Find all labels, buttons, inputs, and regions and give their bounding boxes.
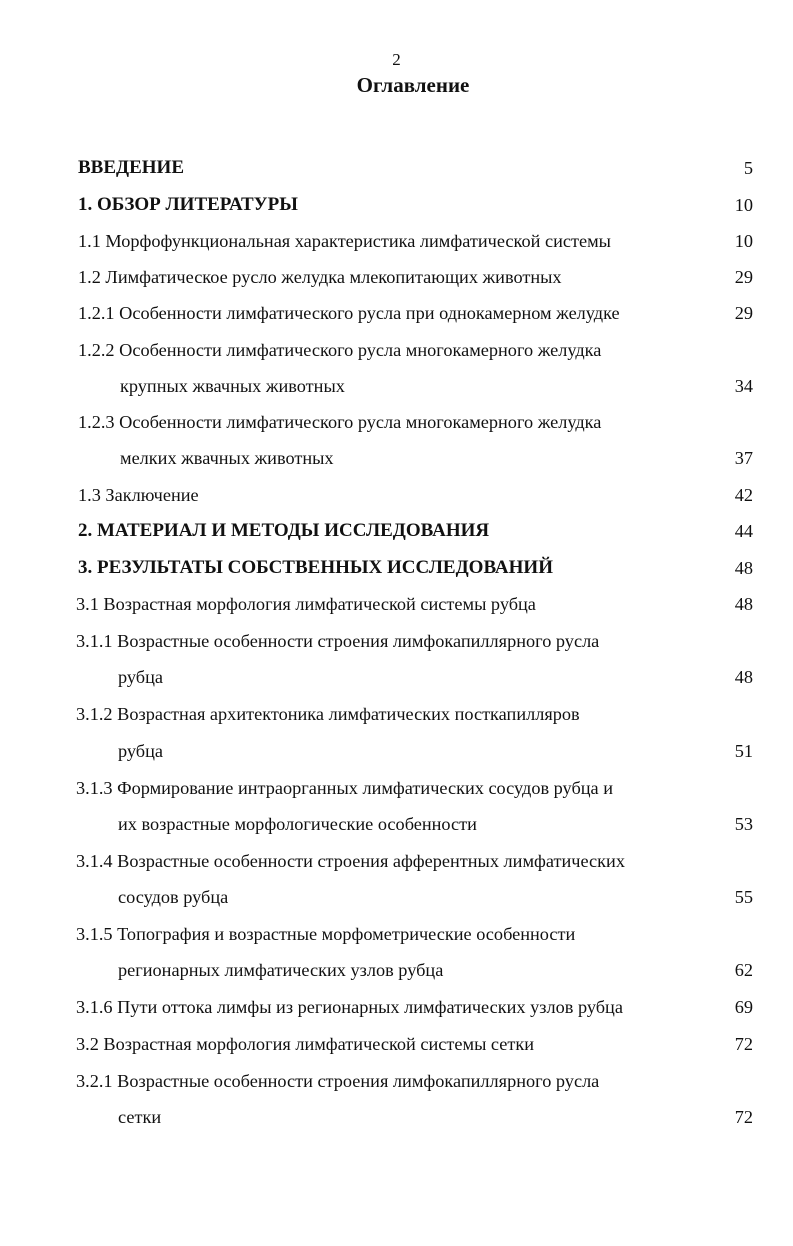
toc-entry-introduction: ВВЕДЕНИЕ	[78, 157, 184, 178]
toc-entry-1-2-2: 1.2.2 Особенности лимфатического русла многокамерного желудка	[78, 340, 602, 360]
toc-page-number: 10	[734, 231, 753, 251]
toc-entry-1-2-3: 1.2.3 Особенности лимфатического русла многокамерного желудка	[78, 412, 602, 432]
toc-page-number: 29	[734, 303, 753, 323]
toc-page-number: 48	[734, 558, 753, 578]
toc-entry-3-2-1-cont: сетки	[118, 1107, 162, 1127]
toc-page-number: 37	[734, 448, 753, 468]
toc-page-number: 5	[743, 158, 753, 178]
toc-page-number: 42	[734, 485, 753, 505]
toc-entry-literature-review: 1. ОБЗОР ЛИТЕРАТУРЫ	[78, 194, 298, 215]
toc-entry-3-1-1: 3.1.1 Возрастные особенности строения лимфокапиллярного русла	[76, 631, 600, 651]
toc-entry-1-2-2-cont: крупных жвачных животных	[120, 376, 345, 396]
toc-entry-3-2-1: 3.2.1 Возрастные особенности строения лимфокапиллярного русла	[76, 1071, 600, 1091]
toc-entry-3-1-5: 3.1.5 Топография и возрастные морфометрические особенности	[76, 924, 576, 944]
toc-entry-3-1-2-cont: рубца	[118, 741, 163, 761]
toc-entry-1-2-3-cont: мелких жвачных животных	[120, 448, 334, 468]
toc-title: Оглавление	[356, 73, 470, 97]
toc-entry-3-1-4: 3.1.4 Возрастные особенности строения афферентных лимфатических	[76, 851, 625, 871]
toc-page-number: 72	[734, 1034, 753, 1054]
toc-entry-materials-methods: 2. МАТЕРИАЛ И МЕТОДЫ ИССЛЕДОВАНИЯ	[78, 520, 490, 541]
toc-entry-results: 3. РЕЗУЛЬТАТЫ СОБСТВЕННЫХ ИССЛЕДОВАНИЙ	[78, 557, 553, 578]
toc-entry-1-3: 1.3 Заключение	[78, 485, 199, 505]
toc-entry-3-1-4-cont: сосудов рубца	[118, 887, 229, 907]
toc-entry-3-1: 3.1 Возрастная морфология лимфатической системы рубца	[76, 594, 536, 614]
toc-page-number: 34	[734, 376, 753, 396]
toc-page-number: 29	[734, 267, 753, 287]
toc-page-number: 69	[734, 997, 753, 1017]
toc-page-number: 72	[734, 1107, 753, 1127]
toc-entry-3-1-5-cont: регионарных лимфатических узлов рубца	[118, 960, 444, 980]
page-number: 2	[392, 50, 401, 69]
toc-page-number: 51	[734, 741, 753, 761]
toc-entry-3-1-6: 3.1.6 Пути оттока лимфы из регионарных лимфатических узлов рубца	[76, 997, 623, 1017]
toc-page-number: 48	[734, 667, 753, 687]
toc-page-number: 53	[734, 814, 753, 834]
toc-entry-3-1-3: 3.1.3 Формирование интраорганных лимфатических сосудов рубца и	[76, 778, 614, 798]
toc-entry-1-1: 1.1 Морфофункциональная характеристика лимфатической системы	[78, 231, 611, 251]
toc-entry-3-1-3-cont: их возрастные морфологические особенности	[118, 814, 477, 834]
toc-page-number: 44	[734, 521, 753, 541]
toc-page-number: 48	[734, 594, 753, 614]
toc-page-number: 10	[734, 195, 753, 215]
toc-page-number: 55	[734, 887, 753, 907]
toc-page-number: 62	[734, 960, 753, 980]
toc-entry-1-2: 1.2 Лимфатическое русло желудка млекопитающих животных	[78, 267, 562, 287]
toc-entry-3-2: 3.2 Возрастная морфология лимфатической системы сетки	[76, 1034, 535, 1054]
toc-entry-3-1-1-cont: рубца	[118, 667, 163, 687]
toc-entry-3-1-2: 3.1.2 Возрастная архитектоника лимфатических посткапилляров	[76, 704, 580, 724]
toc-entry-1-2-1: 1.2.1 Особенности лимфатического русла при однокамерном желудке	[78, 303, 620, 323]
